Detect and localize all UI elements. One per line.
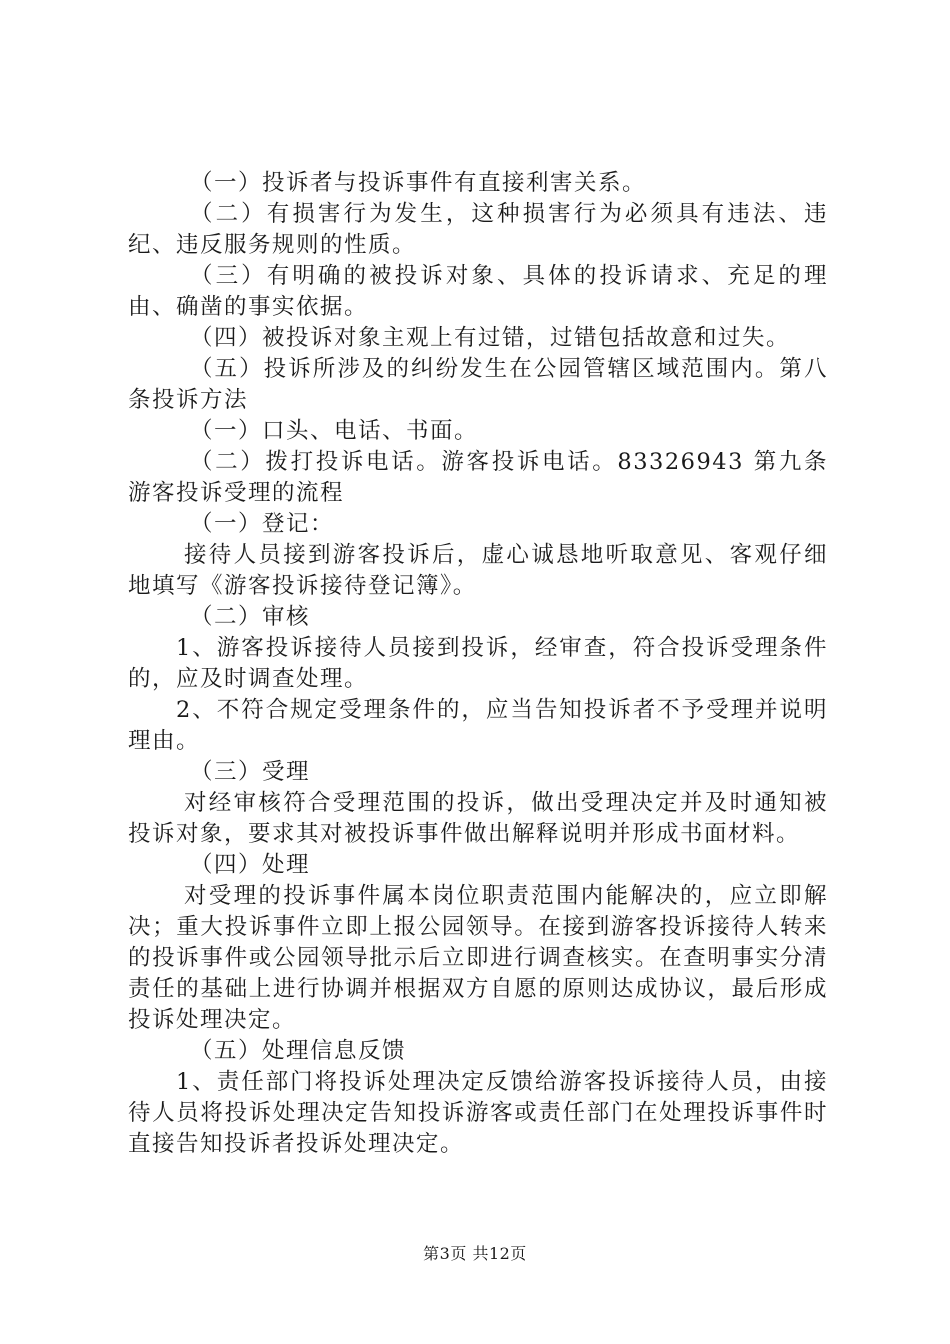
paragraph-handle-body: 对受理的投诉事件属本岗位职责范围内能解决的，应立即解决；重大投诉事件立即上报公园领导。在接到游客投诉接待人转来的投诉事件或公园领导批示后立即进行调查核实。在查明事实分清责任的基础上进行协调并根据双方自愿的原则达成协议，最后形成投诉处理决定。: [128, 883, 828, 1033]
paragraph-condition-4: （四）被投诉对象主观上有过错，过错包括故意和过失。: [190, 325, 791, 351]
paragraph-condition-5: （五）投诉所涉及的纠纷发生在公园管辖区域范围内。第八条投诉方法: [128, 356, 828, 413]
paragraph-feedback-1: 1、责任部门将投诉处理决定反馈给游客投诉接待人员，由接待人员将投诉处理决定告知投诉游客或责任部门在处理投诉事件时直接告知投诉者投诉处理决定。: [128, 1069, 828, 1157]
paragraph-review-1: 1、游客投诉接待人员接到投诉，经审查，符合投诉受理条件的，应及时调查处理。: [128, 635, 828, 692]
paragraph-condition-2: （二）有损害行为发生，这种损害行为必须具有违法、违纪、违反服务规则的性质。: [128, 201, 828, 258]
page-number: 第3页 共12页: [423, 1244, 527, 1263]
paragraph-register-body: 接待人员接到游客投诉后，虚心诚恳地听取意见、客观仔细地填写《游客投诉接待登记簿》。: [128, 542, 828, 599]
paragraph-condition-3: （三）有明确的被投诉对象、具体的投诉请求、充足的理由、确凿的事实依据。: [128, 263, 828, 320]
paragraph-review-2: 2、不符合规定受理条件的，应当告知投诉者不予受理并说明理由。: [128, 697, 828, 754]
heading-handle: （四）处理: [190, 852, 311, 878]
document-body: [128, 168, 828, 1160]
heading-accept: （三）受理: [190, 759, 311, 785]
heading-review: （二）审核: [190, 604, 311, 630]
heading-feedback: （五）处理信息反馈: [190, 1038, 407, 1064]
paragraph-condition-1: （一）投诉者与投诉事件有直接利害关系。: [190, 170, 647, 196]
paragraph-accept-body: 对经审核符合受理范围的投诉，做出受理决定并及时通知被投诉对象，要求其对被投诉事件做出解释说明并形成书面材料。: [128, 790, 828, 847]
paragraph-method-1: （一）口头、电话、书面。: [190, 418, 479, 444]
paragraph-method-2: （二）拨打投诉电话。游客投诉电话。83326943 第九条游客投诉受理的流程: [128, 449, 828, 506]
heading-register: （一）登记：: [190, 511, 335, 537]
